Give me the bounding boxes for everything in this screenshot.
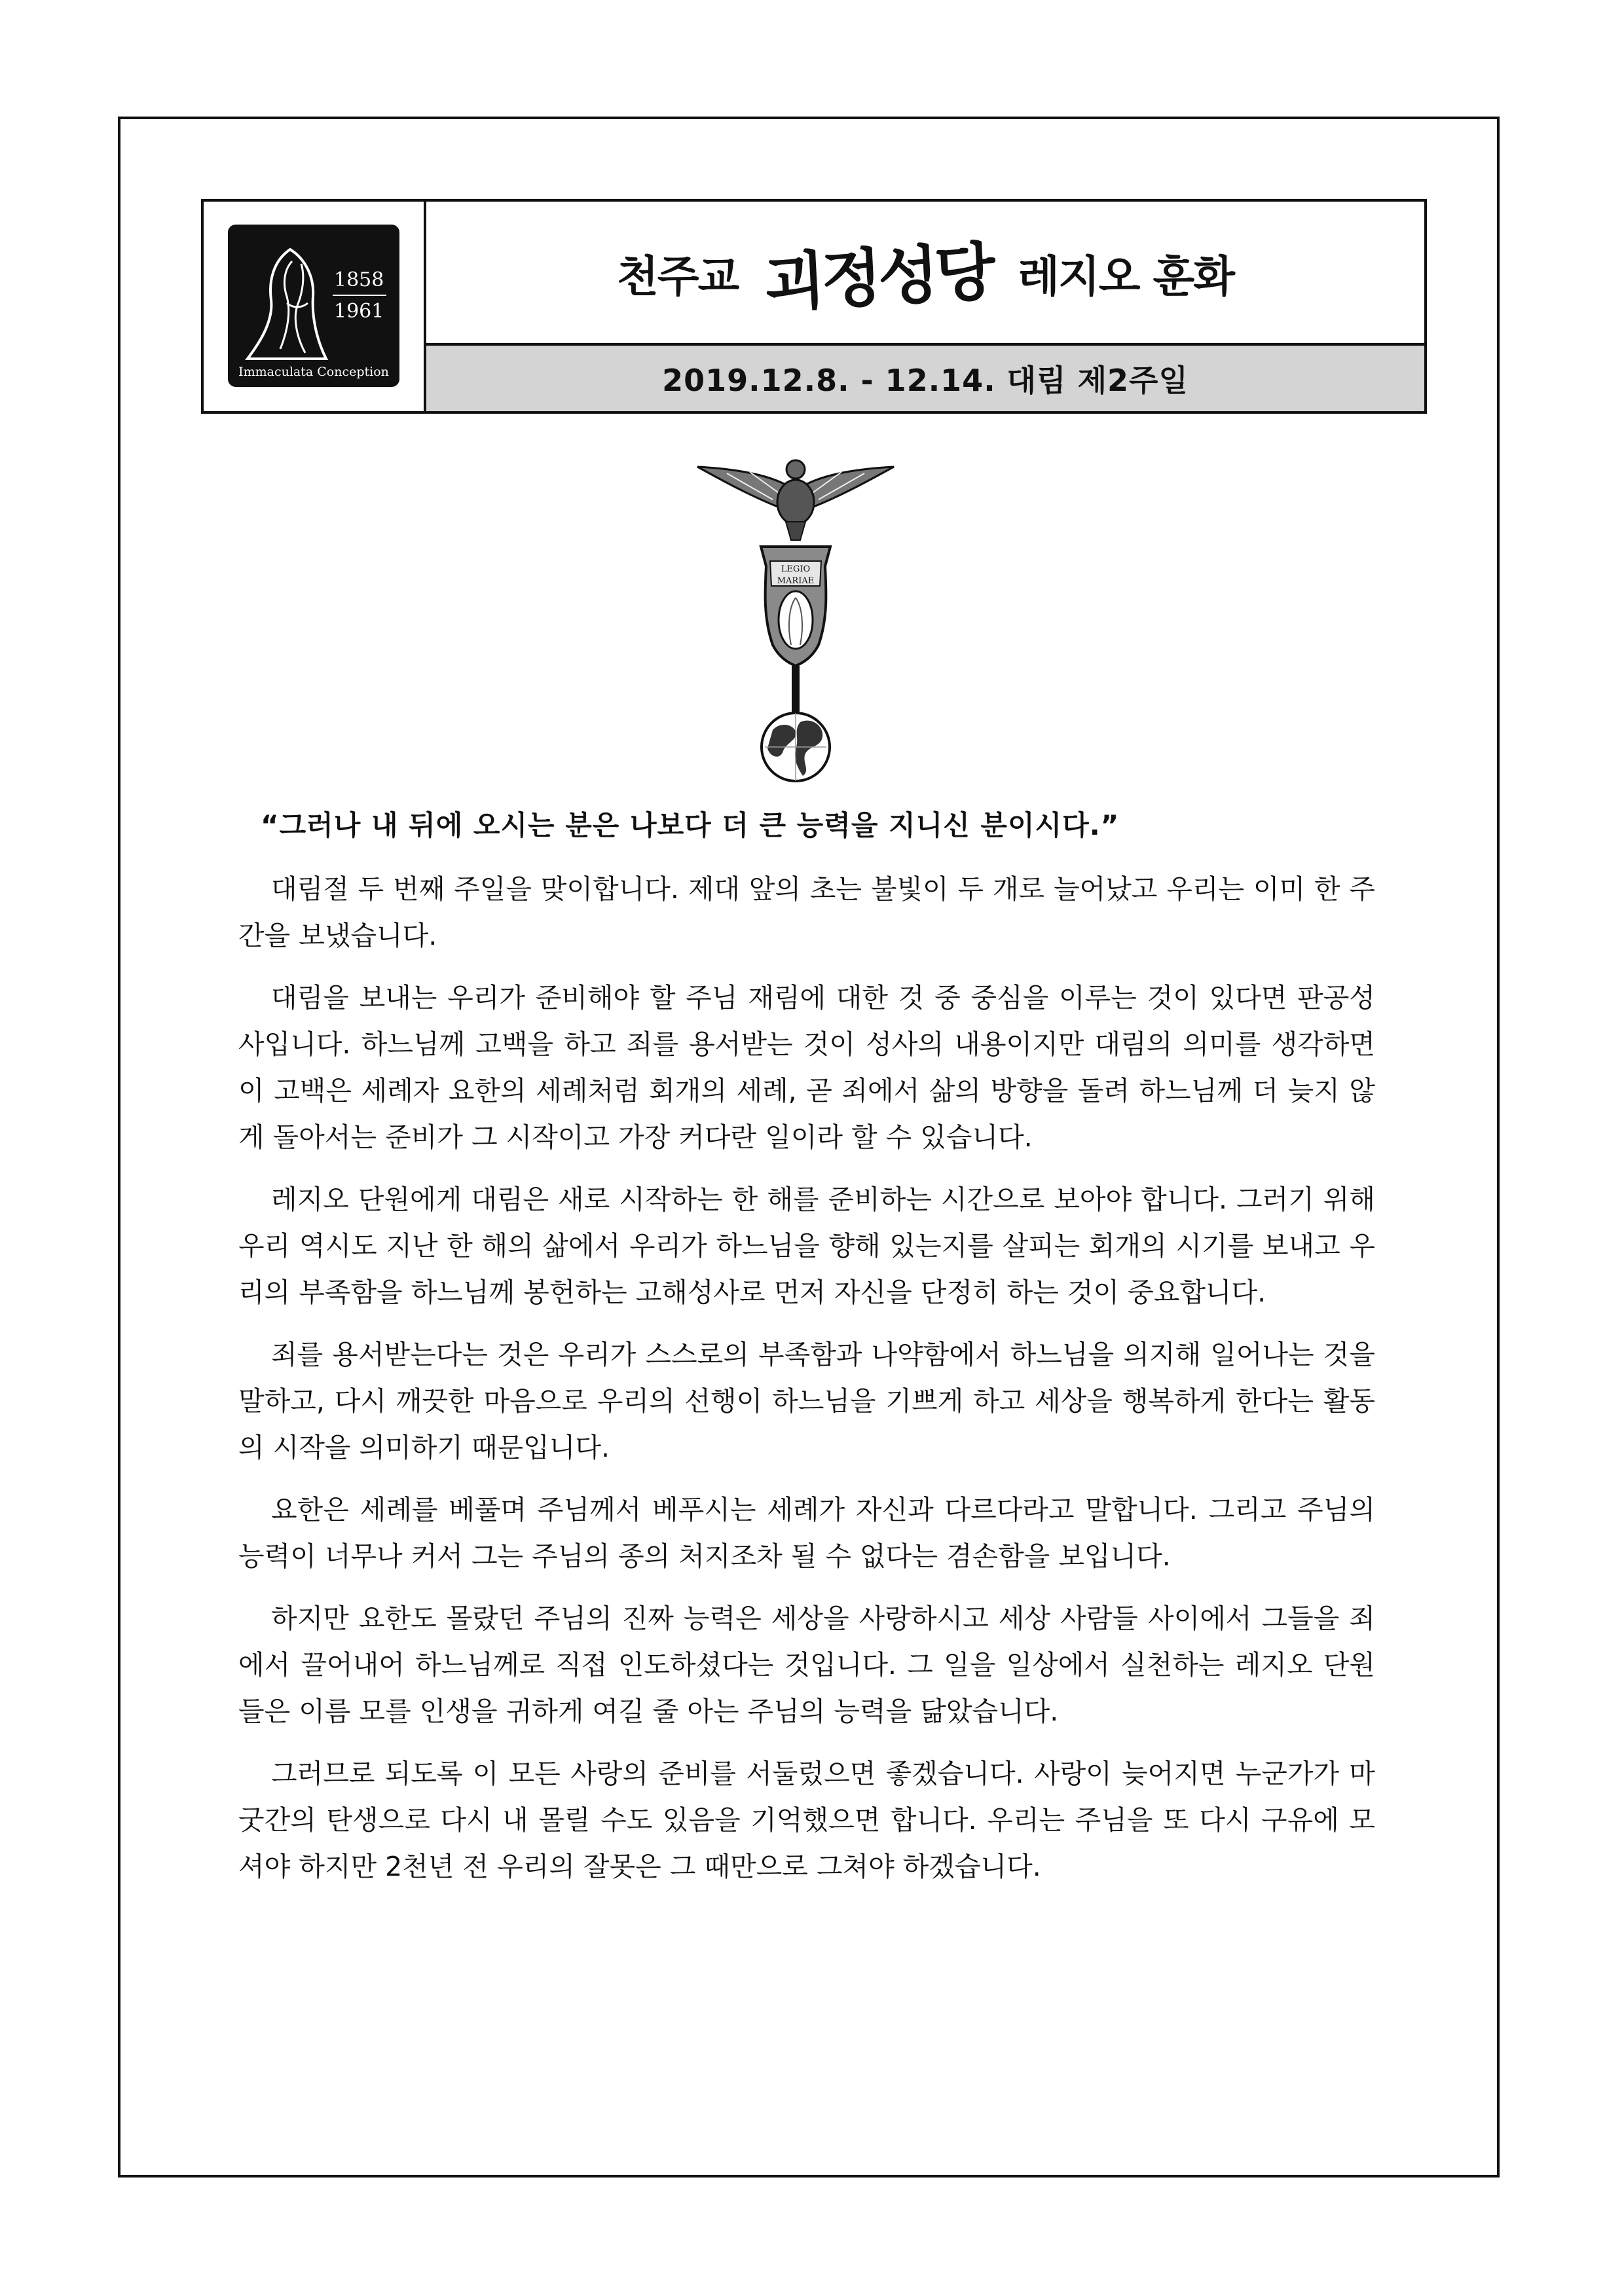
paragraph-6: 하지만 요한도 몰랐던 주님의 진짜 능력은 세상을 사랑하시고 세상 사람들 사이에서 그들을 죄에서 끌어내어 하느님께로 직접 인도하셨다는 것입니다. 그 일을 일상에서 실천하는 레지오 단원들은 이름 모를 인생을 귀하게 여길 줄 아는 주님의 능력을 닮았습니다. — [238, 1603, 1375, 1727]
logo-caption: Immaculata Conception — [238, 365, 389, 379]
paragraph-5: 요한은 세례를 베풀며 주님께서 베푸시는 세례가 자신과 다르다라고 말합니다. 그리고 주님의 능력이 너무나 커서 그는 주님의 종의 처지조차 될 수 없다는 겸손함을 보입니다. — [238, 1494, 1375, 1572]
title-suffix: 레지오 훈화 — [1018, 251, 1234, 302]
title-parish-name: 괴정성당 — [762, 234, 994, 320]
paragraph-4: 죄를 용서받는다는 것은 우리가 스스로의 부족함과 나약함에서 하느님을 의지해 일어나는 것을 말하고, 다시 깨끗한 마음으로 우리의 선행이 하느님을 기쁘게 하고 세상을 행복하게 한다는 활동의 시작을 의미하기 때문입니다. — [238, 1339, 1375, 1463]
legio-mariae-emblem — [688, 455, 904, 782]
paragraph-1: 대림절 두 번째 주일을 맞이합니다. 제대 앞의 초는 불빛이 두 개로 늘어났고 우리는 이미 한 주간을 보냈습니다. — [238, 873, 1375, 951]
emblem-label-bottom: MARIAE — [777, 576, 815, 586]
emblem-label-top: LEGIO — [781, 564, 811, 574]
parish-logo — [228, 225, 399, 387]
logo-cell — [204, 202, 426, 411]
paragraph-2: 대림을 보내는 우리가 준비해야 할 주님 재림에 대한 것 중 중심을 이루는 것이 있다면 판공성사입니다. 하느님께 고백을 하고 죄를 용서받는 것이 성사의 내용이지만 대림의 의미를 생각하면 이 고백은 세례자 요한의 세례처럼 회개의 세례, 곧 죄에서 삶의 방향을 돌려 하느님께 더 늦지 않게 돌아서는 준비가 그 시작이고 가장 커다란 일이라 할 수 있습니다. — [238, 982, 1375, 1153]
dove-and-globe-icon — [688, 455, 904, 782]
homily-body — [238, 866, 1375, 1906]
title-prefix: 천주교 — [617, 251, 739, 302]
logo-year-start: 1858 — [334, 268, 384, 291]
header-box — [201, 199, 1427, 414]
paragraph-7: 그러므로 되도록 이 모든 사랑의 준비를 서둘렀으면 좋겠습니다. 사랑이 늦어지면 누군가가 마굿간의 탄생으로 다시 내 몰릴 수도 있음을 기억했으면 합니다. 우리는 주님을 또 다시 구유에 모셔야 하지만 2천년 전 우리의 잘못은 그 때만으로 그쳐야 하겠습니다. — [238, 1758, 1375, 1882]
paragraph-3: 레지오 단원에게 대림은 새로 시작하는 한 해를 준비하는 시간으로 보아야 합니다. 그러기 위해 우리 역시도 지난 한 해의 삶에서 우리가 하느님을 향해 있는지를 살피는 회개의 시기를 보내고 우리의 부족함을 하느님께 봉헌하는 고해성사로 먼저 자신을 단정히 하는 것이 중요합니다. — [238, 1184, 1375, 1308]
title-cell — [426, 202, 1424, 343]
scripture-quote: “그러나 내 뒤에 오시는 분은 나보다 더 큰 능력을 지니신 분이시다.” — [261, 809, 1120, 841]
date-line: 2019.12.8. - 12.14. 대림 제2주일 — [426, 343, 1424, 411]
logo-year-end: 1961 — [334, 300, 384, 323]
